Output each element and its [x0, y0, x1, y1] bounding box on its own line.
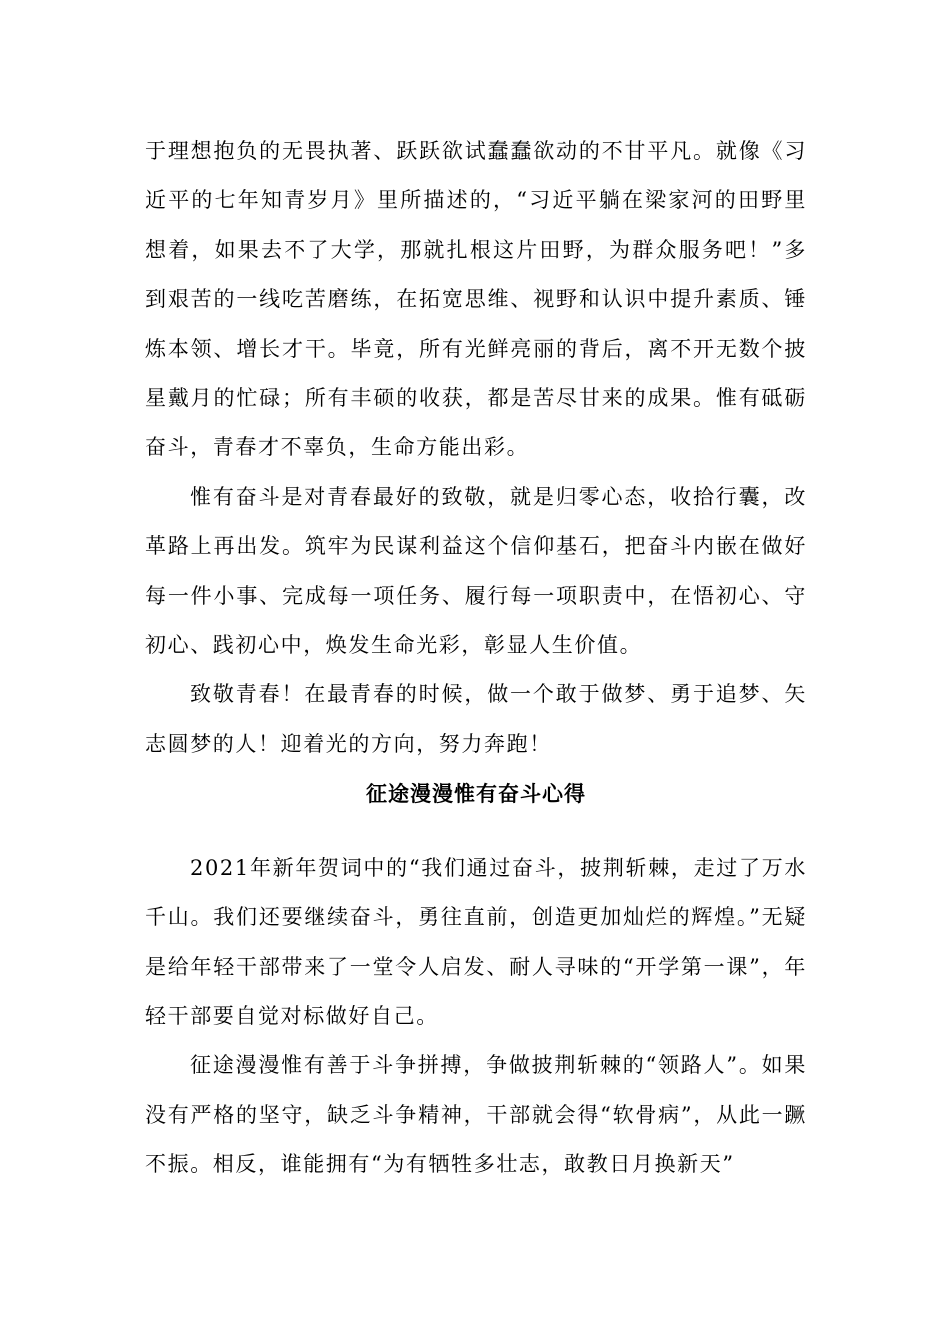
section-title: 征途漫漫惟有奋斗心得	[366, 781, 586, 807]
paragraph-new-year-address: 2021年新年贺词中的“我们通过奋斗，披荆斩棘，走过了万水千山。我们还要继续奋斗，勇往直前，创造更加灿烂的辉煌。”无疑是给年轻干部带来了一堂令人启发、耐人寻味的“开学第一课”，年轻干部要自觉对标做好自己。	[145, 855, 807, 1028]
paragraph-struggle-tribute: 惟有奋斗是对青春最好的致敬，就是归零心态，收拾行囊，改革路上再出发。筑牢为民谋利益这个信仰基石，把奋斗内嵌在做好每一件小事、完成每一项任务、履行每一项职责中，在悟初心、守初心、践初心中，焕发生命光彩，彰显人生价值。	[145, 484, 807, 658]
paragraph-salute-youth: 致敬青春！在最青春的时候，做一个敢于做梦、勇于追梦、矢志圆梦的人！迎着光的方向，努力奔跑！	[145, 682, 807, 756]
paragraph-struggle-pathfinder: 征途漫漫惟有善于斗争拼搏，争做披荆斩棘的“领路人”。如果没有严格的坚守，缺乏斗争精神，干部就会得“软骨病”，从此一蹶不振。相反，谁能拥有“为有牺牲多壮志，敢教日月换新天”	[145, 1053, 807, 1177]
document-page	[145, 127, 807, 1190]
paragraph-continuation: 于理想抱负的无畏执著、跃跃欲试蠢蠢欲动的不甘平凡。就像《习近平的七年知青岁月》里所描述的，“习近平躺在梁家河的田野里想着，如果去不了大学，那就扎根这片田野，为群众服务吧！”多到艰苦的一线吃苦磨练，在拓宽思维、视野和认识中提升素质、锤炼本领、增长才干。毕竟，所有光鲜亮丽的背后，离不开无数个披星戴月的忙碌；所有丰硕的收获，都是苦尽甘来的成果。惟有砥砺奋斗，青春才不辜负，生命方能出彩。	[145, 139, 807, 460]
